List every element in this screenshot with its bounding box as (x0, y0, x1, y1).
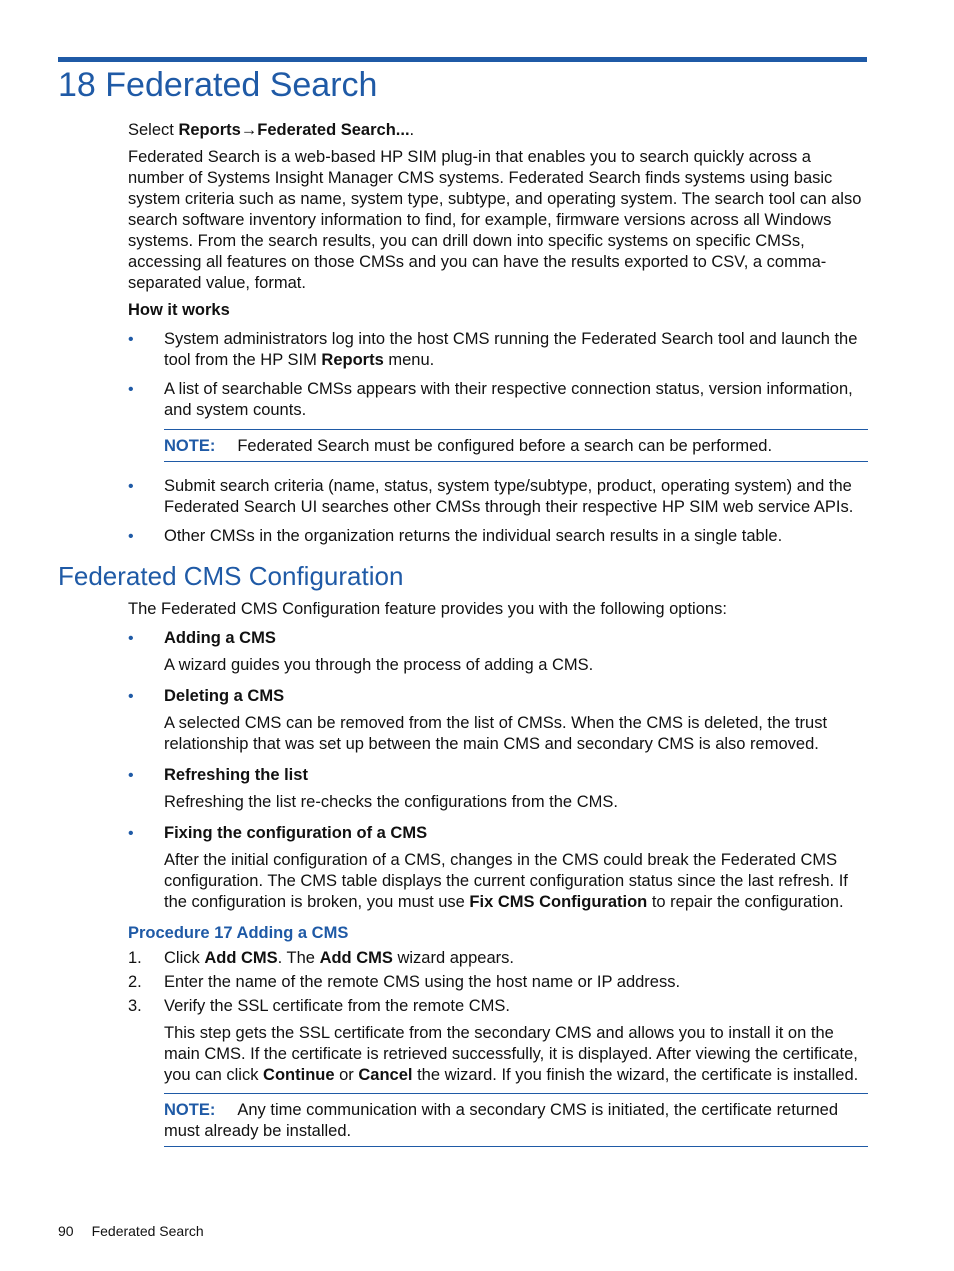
list-item (128, 823, 868, 913)
menu-reports: Reports (178, 121, 241, 139)
menu-arrow: → (240, 121, 258, 139)
procedure-steps (128, 948, 868, 1017)
intro-paragraph: Federated Search is a web-based HP SIM plug-in that enables you to search quickly across a number of Systems Insight Manager CMS systems. Federated Search finds systems using basic system criteria such as name, system type, subtype, and operating system. The search tool can also search software inventory information to find, for example, firmware versions across all Windows systems. From the search results, you can drill down into specific systems on specific CMSs, accessing all features on those CMSs and you can have the results exported to CSV, a comma-separated value, format. (128, 148, 862, 292)
note-label: NOTE: (164, 437, 216, 455)
note-box (164, 429, 868, 462)
step-number: 3. (128, 997, 142, 1015)
note-box (164, 1093, 868, 1147)
chapter-rule (58, 57, 867, 62)
list-item: • System administrators log into the host CMS running the Federated Search tool and launch the tool from the HP SIM Reports menu. (128, 329, 868, 371)
list-item (128, 765, 868, 813)
option-description: Refreshing the list re-checks the configurations from the CMS. (164, 793, 618, 811)
note-text: Federated Search must be configured before a search can be performed. (237, 437, 773, 455)
page-number: 90 (58, 1223, 74, 1239)
procedure-title: Procedure 17 Adding a CMS (128, 924, 349, 942)
option-title: • Refreshing the list (164, 766, 308, 784)
section-heading: Federated CMS Configuration (58, 561, 404, 591)
list-item: • Other CMSs in the organization returns the individual search results in a single table. (128, 526, 868, 547)
procedure-step: 2. Enter the name of the remote CMS using the host name or IP address. (128, 973, 681, 991)
option-description: A wizard guides you through the process of adding a CMS. (164, 656, 594, 674)
step-number: 1. (128, 949, 142, 967)
procedure-step: 3. Verify the SSL certificate from the remote CMS. (128, 997, 511, 1015)
how-it-works-list (128, 329, 868, 421)
how-it-works-heading: How it works (128, 301, 230, 319)
option-description: A selected CMS can be removed from the list of CMSs. When the CMS is deleted, the trust relationship that was set up between the main CMS and secondary CMS is also removed. (164, 714, 828, 753)
footer-section: Federated Search (91, 1223, 204, 1239)
page-footer (58, 1222, 204, 1240)
note-text: Any time communication with a secondary CMS is initiated, the certificate returned must already be installed. (164, 1101, 839, 1140)
cms-config-intro: The Federated CMS Configuration feature provides you with the following options: (128, 600, 727, 618)
note-label: NOTE: (164, 1101, 216, 1119)
cms-options-list (128, 628, 868, 913)
procedure-step: 1. Click Add CMS. The Add CMS wizard appears. (128, 949, 514, 967)
option-title: • Fixing the configuration of a CMS (164, 824, 428, 842)
chapter-title: 18 Federated Search (58, 66, 378, 104)
select-instruction: Select Reports→Federated Search.... (128, 121, 415, 139)
option-title: • Adding a CMS (164, 629, 276, 647)
page-content (58, 120, 868, 1161)
step-number: 2. (128, 973, 142, 991)
list-item: • A list of searchable CMSs appears with their respective connection status, version information, and system counts. (128, 379, 868, 421)
list-item: • Submit search criteria (name, status, system type/subtype, product, operating system) and the Federated Search UI searches other CMSs through their respective HP SIM web service APIs. (128, 476, 868, 518)
menu-federated-search: Federated Search... (257, 121, 410, 139)
list-item (128, 686, 868, 755)
list-item (128, 628, 868, 676)
step-detail: This step gets the SSL certificate from the secondary CMS and allows you to install it on the main CMS. If the certificate is retrieved successfully, it is displayed. After viewing the certificate, you can click Continue or Cancel the wizard. If you finish the wizard, the certificate is installed. (164, 1024, 859, 1084)
option-title: • Deleting a CMS (164, 687, 285, 705)
option-description: After the initial configuration of a CMS, changes in the CMS could break the Federated CMS configuration. The CMS table displays the current configuration status since the last refresh. If the configuration is broken, you must use Fix CMS Configuration to repair the configuration. (164, 851, 848, 911)
how-it-works-list-continued (128, 476, 868, 547)
